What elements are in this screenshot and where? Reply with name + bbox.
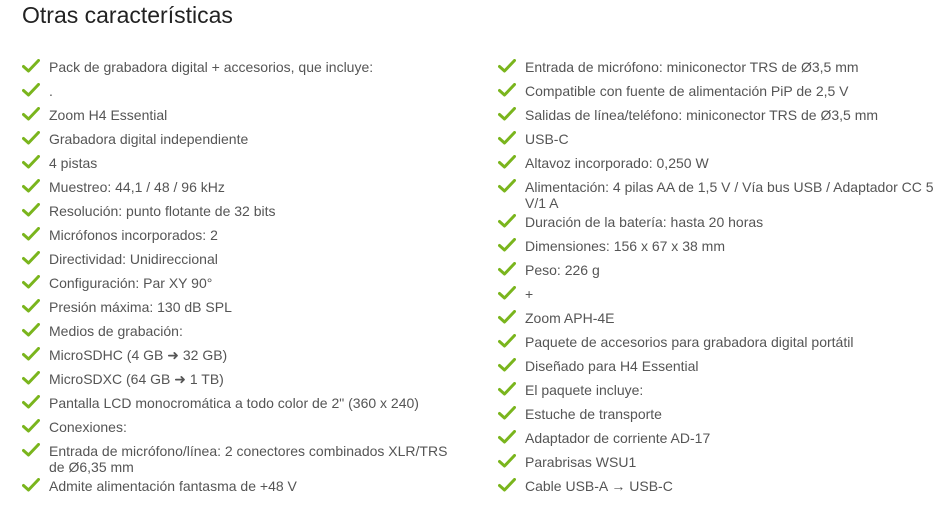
feature-item — [498, 379, 938, 403]
feature-text: Micrófonos incorporados: 2 — [49, 227, 218, 243]
checkmark-icon — [498, 179, 516, 193]
checkmark-icon — [498, 107, 516, 121]
feature-item — [498, 307, 938, 331]
checkmark-icon — [22, 419, 40, 433]
checkmark-icon — [498, 334, 516, 348]
checkmark-icon — [22, 443, 40, 457]
checkmark-icon — [498, 382, 516, 396]
feature-item — [498, 475, 938, 499]
feature-item — [22, 475, 462, 499]
feature-text: USB-C — [525, 131, 569, 147]
feature-item — [22, 104, 462, 128]
checkmark-icon — [22, 275, 40, 289]
feature-item — [498, 211, 938, 235]
checkmark-icon — [498, 155, 516, 169]
checkmark-icon — [22, 227, 40, 241]
checkmark-icon — [22, 179, 40, 193]
checkmark-icon — [498, 131, 516, 145]
feature-text: 4 pistas — [49, 155, 98, 171]
feature-item — [22, 368, 462, 392]
feature-item — [22, 128, 462, 152]
feature-item — [498, 403, 938, 427]
feature-item — [22, 80, 462, 104]
checkmark-icon — [22, 107, 40, 121]
feature-text: MicroSDXC (64 GB ➜ 1 TB) — [49, 371, 224, 387]
checkmark-icon — [22, 155, 40, 169]
checkmark-icon — [498, 83, 516, 97]
feature-text: Estuche de transporte — [525, 406, 662, 422]
feature-item — [22, 56, 462, 80]
feature-text: Muestreo: 44,1 / 48 / 96 kHz — [49, 179, 225, 195]
feature-text: Grabadora digital independiente — [49, 131, 249, 147]
checkmark-icon — [22, 299, 40, 313]
feature-item — [22, 392, 462, 416]
feature-text: Pantalla LCD monocromática a todo color de 2" (360 x 240) — [49, 395, 419, 411]
feature-item — [498, 355, 938, 379]
feature-text: Alimentación: 4 pilas AA de 1,5 V / Vía bus USB / Adaptador CC 5 V/1 A — [525, 179, 934, 211]
checkmark-icon — [498, 310, 516, 324]
feature-text: Parabrisas WSU1 — [525, 454, 637, 470]
checkmark-icon — [498, 59, 516, 73]
feature-item — [22, 440, 462, 475]
feature-item — [22, 224, 462, 248]
feature-item — [22, 320, 462, 344]
section-title: Otras características — [22, 2, 233, 28]
feature-text: Zoom APH-4E — [525, 310, 615, 326]
feature-text: Cable USB-A → USB-C — [525, 478, 673, 494]
feature-item — [498, 283, 938, 307]
feature-item — [498, 451, 938, 475]
checkmark-icon — [22, 371, 40, 385]
checkmark-icon — [22, 323, 40, 337]
feature-text: Diseñado para H4 Essential — [525, 358, 699, 374]
feature-text: Presión máxima: 130 dB SPL — [49, 299, 232, 315]
feature-item — [498, 259, 938, 283]
feature-item — [22, 248, 462, 272]
features-list-left — [22, 56, 462, 499]
feature-text: Altavoz incorporado: 0,250 W — [525, 155, 709, 171]
checkmark-icon — [498, 478, 516, 492]
feature-item — [22, 344, 462, 368]
feature-item — [498, 176, 938, 211]
feature-text: El paquete incluye: — [525, 382, 644, 398]
feature-text: Pack de grabadora digital + accesorios, que incluye: — [49, 59, 374, 75]
checkmark-icon — [498, 286, 516, 300]
feature-text: MicroSDHC (4 GB ➜ 32 GB) — [49, 347, 228, 363]
checkmark-icon — [22, 347, 40, 361]
feature-text: Peso: 226 g — [525, 262, 600, 278]
feature-text: Zoom H4 Essential — [49, 107, 168, 123]
checkmark-icon — [22, 59, 40, 73]
checkmark-icon — [22, 203, 40, 217]
feature-text: Adaptador de corriente AD-17 — [525, 430, 711, 446]
feature-item — [22, 152, 462, 176]
checkmark-icon — [22, 251, 40, 265]
feature-text: . — [49, 83, 53, 99]
feature-item — [498, 104, 938, 128]
checkmark-icon — [22, 478, 40, 492]
feature-item — [22, 416, 462, 440]
features-list-right — [498, 56, 938, 499]
checkmark-icon — [498, 430, 516, 444]
feature-text: Admite alimentación fantasma de +48 V — [49, 478, 297, 494]
checkmark-icon — [498, 214, 516, 228]
checkmark-icon — [22, 395, 40, 409]
feature-text: Duración de la batería: hasta 20 horas — [525, 214, 764, 230]
checkmark-icon — [498, 262, 516, 276]
feature-item — [498, 152, 938, 176]
checkmark-icon — [498, 358, 516, 372]
feature-text: Compatible con fuente de alimentación PiP de 2,5 V — [525, 83, 849, 99]
feature-text: Dimensiones: 156 x 67 x 38 mm — [525, 238, 725, 254]
feature-text: Configuración: Par XY 90° — [49, 275, 213, 291]
feature-text: Resolución: punto flotante de 32 bits — [49, 203, 276, 219]
feature-text: + — [525, 286, 534, 302]
checkmark-icon — [498, 454, 516, 468]
feature-item — [498, 427, 938, 451]
feature-text: Entrada de micrófono/línea: 2 conectores combinados XLR/TRS de Ø6,35 mm — [49, 443, 448, 475]
feature-text: Entrada de micrófono: miniconector TRS de Ø3,5 mm — [525, 59, 859, 75]
feature-item — [498, 331, 938, 355]
feature-item — [498, 56, 938, 80]
feature-item — [22, 272, 462, 296]
feature-text: Paquete de accesorios para grabadora digital portátil — [525, 334, 854, 350]
feature-item — [498, 128, 938, 152]
checkmark-icon — [22, 131, 40, 145]
feature-item — [22, 176, 462, 200]
feature-item — [498, 80, 938, 104]
feature-item — [498, 235, 938, 259]
feature-item — [22, 296, 462, 320]
checkmark-icon — [22, 83, 40, 97]
feature-text: Medios de grabación: — [49, 323, 183, 339]
feature-item — [22, 200, 462, 224]
feature-text: Conexiones: — [49, 419, 127, 435]
feature-text: Salidas de línea/teléfono: miniconector TRS de Ø3,5 mm — [525, 107, 879, 123]
checkmark-icon — [498, 406, 516, 420]
feature-text: Directividad: Unidireccional — [49, 251, 218, 267]
checkmark-icon — [498, 238, 516, 252]
